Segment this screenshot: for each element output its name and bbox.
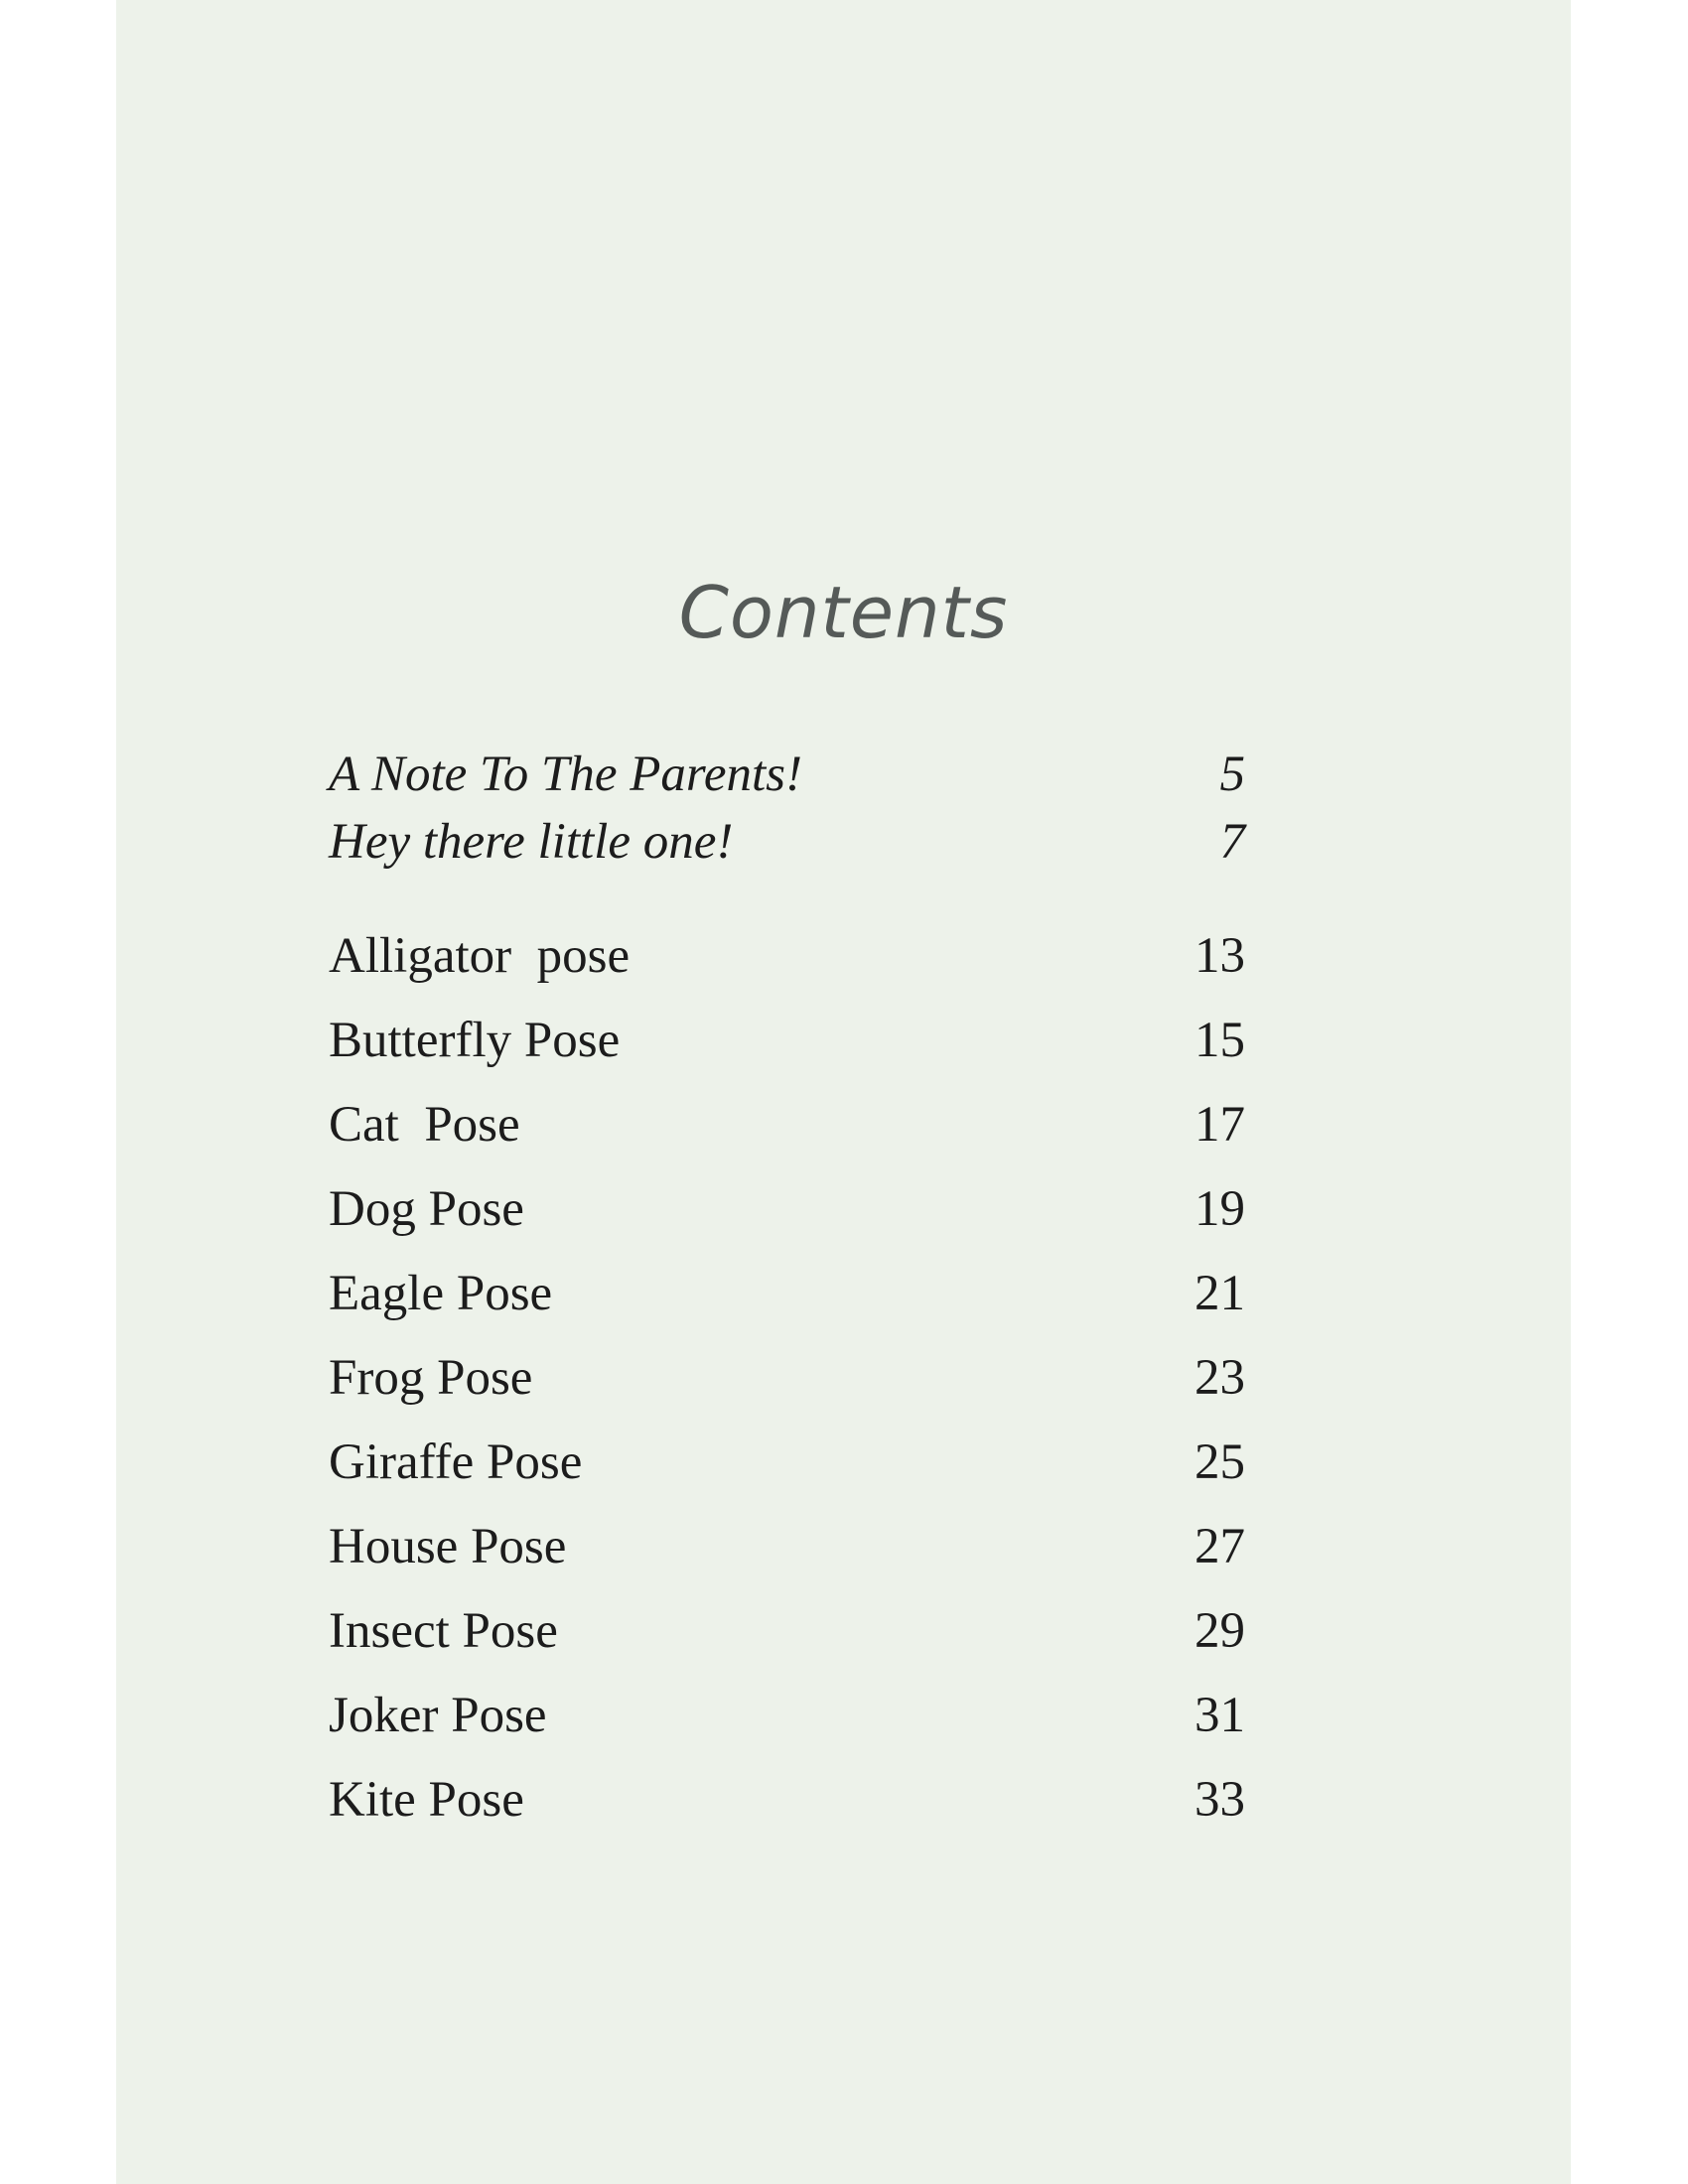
toc-entry-page: 19 — [1195, 1181, 1245, 1237]
toc-entry-label: A Note To The Parents! — [329, 747, 802, 802]
toc-entry — [329, 1765, 1245, 1835]
toc-entry — [329, 1596, 1245, 1666]
toc-entry-label: Insect Pose — [329, 1603, 558, 1659]
toc-entry — [329, 740, 1245, 809]
document-page — [116, 0, 1571, 2184]
toc-entry-page: 25 — [1195, 1434, 1245, 1490]
toc-entry-label: Giraffe Pose — [329, 1434, 583, 1490]
toc-entry-label: Kite Pose — [329, 1772, 524, 1828]
toc-entry-label: Frog Pose — [329, 1350, 533, 1406]
toc-entry — [329, 1006, 1245, 1075]
toc-entry-page: 5 — [1219, 747, 1245, 802]
toc-entry-page: 29 — [1195, 1603, 1245, 1659]
toc-entry-label: Eagle Pose — [329, 1266, 553, 1321]
toc-entry-page: 7 — [1219, 814, 1245, 870]
toc-entry-label: Dog Pose — [329, 1181, 524, 1237]
toc-entry-label: Butterfly Pose — [329, 1013, 621, 1068]
toc-entry-label: Cat Pose — [329, 1097, 520, 1153]
toc-entry-label: House Pose — [329, 1519, 567, 1574]
toc-entry — [329, 1090, 1245, 1160]
toc-entry-page: 17 — [1195, 1097, 1245, 1153]
toc-entry — [329, 1428, 1245, 1497]
page-title: Contents — [678, 571, 1009, 654]
toc-entry — [329, 921, 1245, 991]
toc-entry — [329, 1343, 1245, 1413]
toc-entry-page: 27 — [1195, 1519, 1245, 1574]
toc-entry — [329, 1681, 1245, 1750]
toc-entry — [329, 807, 1245, 877]
toc-entry — [329, 1512, 1245, 1581]
table-of-contents — [329, 0, 1245, 2184]
toc-entry-page: 23 — [1195, 1350, 1245, 1406]
toc-entry-label: Joker Pose — [329, 1688, 547, 1743]
toc-entry-label: Alligator pose — [329, 928, 631, 984]
toc-entry-page: 33 — [1195, 1772, 1245, 1828]
toc-entry-page: 31 — [1195, 1688, 1245, 1743]
toc-entry — [329, 1174, 1245, 1244]
toc-entry-page: 21 — [1195, 1266, 1245, 1321]
toc-entry-page: 15 — [1195, 1013, 1245, 1068]
toc-entry — [329, 1259, 1245, 1328]
toc-entry-page: 13 — [1195, 928, 1245, 984]
toc-entry-label: Hey there little one! — [329, 814, 734, 870]
